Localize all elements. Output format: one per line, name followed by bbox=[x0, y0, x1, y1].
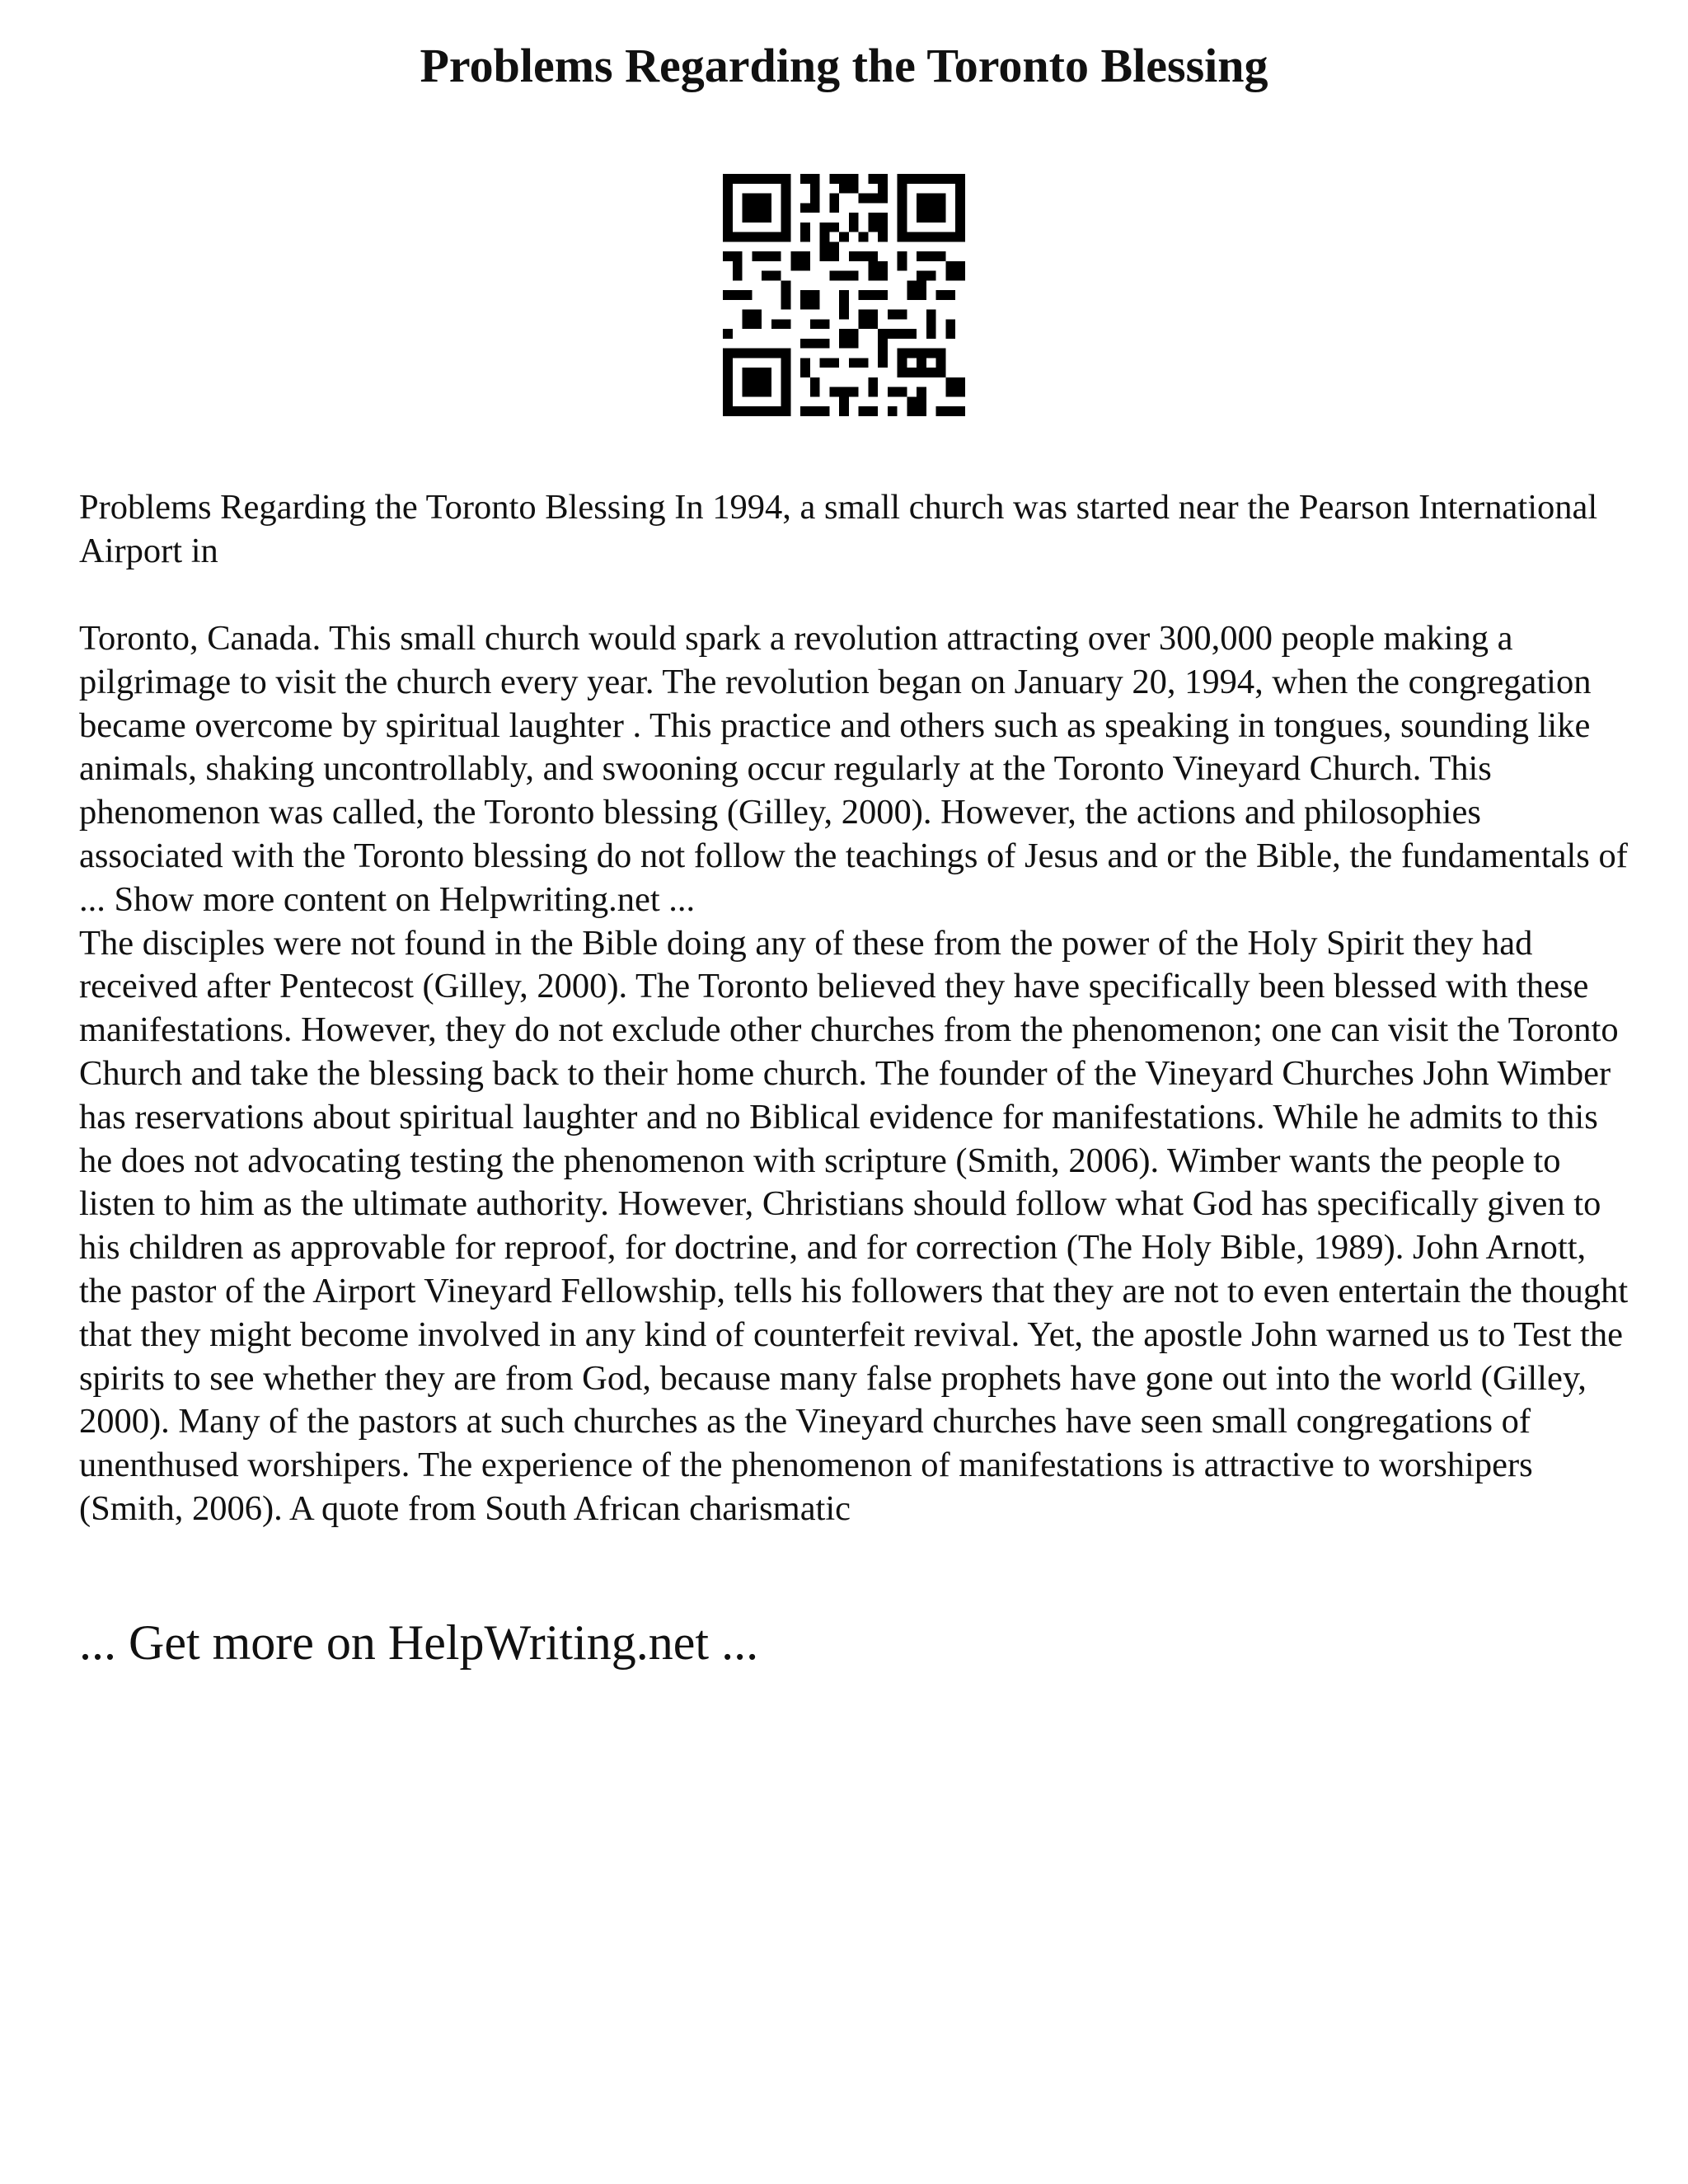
intro-paragraph: Problems Regarding the Toronto Blessing In 1994, a small church was started near the Pearson International Airport in bbox=[79, 488, 1598, 570]
body-paragraph-1 bbox=[79, 617, 1629, 1531]
body-paragraph-2-text: The disciples were not found in the Bible doing any of these from the power of the Holy Spirit they had received after Pentecost (Gilley, 2000). The Toronto believed they have specifically been blessed with these manifestations. However, they do not exclude other churches from the phenomenon; one can visit the Toronto Church and take the blessing back to their home church. The founder of the Vineyard Churches John Wimber has reservations about spiritual laughter and no Biblical evidence for manifestations. While he admits to this he does not advocating testing the phenomenon with scripture (Smith, 2006). Wimber wants the people to listen to him as the ultimate authority. However, Christians should follow what God has specifically given to his children as approvable for reproof, for doctrine, and for correction (The Holy Bible, 1989). John Arnott, the pastor of the Airport Vineyard Fellowship, tells his followers that they are not to even entertain the thought that they might become involved in any kind of counterfeit revival. Yet, the apostle John warned us to Test the spirits to see whether they are from God, because many false prophets have gone out into the world (Gilley, 2000). Many of the pastors at such churches as the Vineyard churches have seen small congregations of unenthused worshipers. The experience of the phenomenon of manifestations is attractive to worshipers (Smith, 2006). A quote from South African charismatic bbox=[79, 923, 1629, 1528]
page-title: Problems Regarding the Toronto Blessing bbox=[420, 39, 1268, 92]
get-more-link[interactable]: ... Get more on HelpWriting.net ... bbox=[79, 1615, 759, 1670]
qr-code-icon bbox=[723, 174, 965, 416]
body-paragraph-1-text: Toronto, Canada. This small church would spark a revolution attracting over 300,000 people making a pilgrimage to visit the church every year. The revolution began on January 20, 1994, when the congregation became overcome by spiritual laughter . This practice and others such as speaking in tongues, sounding like animals, shaking uncontrollably, and swooning occur regularly at the Toronto Vineyard Church. This phenomenon was called, the Toronto blessing (Gilley, 2000). However, the actions and philosophies associated with the Toronto blessing do not follow the teachings of Jesus and or the Bible, the fundamentals of ... Show more content on Helpwriting.net ... bbox=[79, 619, 1628, 919]
